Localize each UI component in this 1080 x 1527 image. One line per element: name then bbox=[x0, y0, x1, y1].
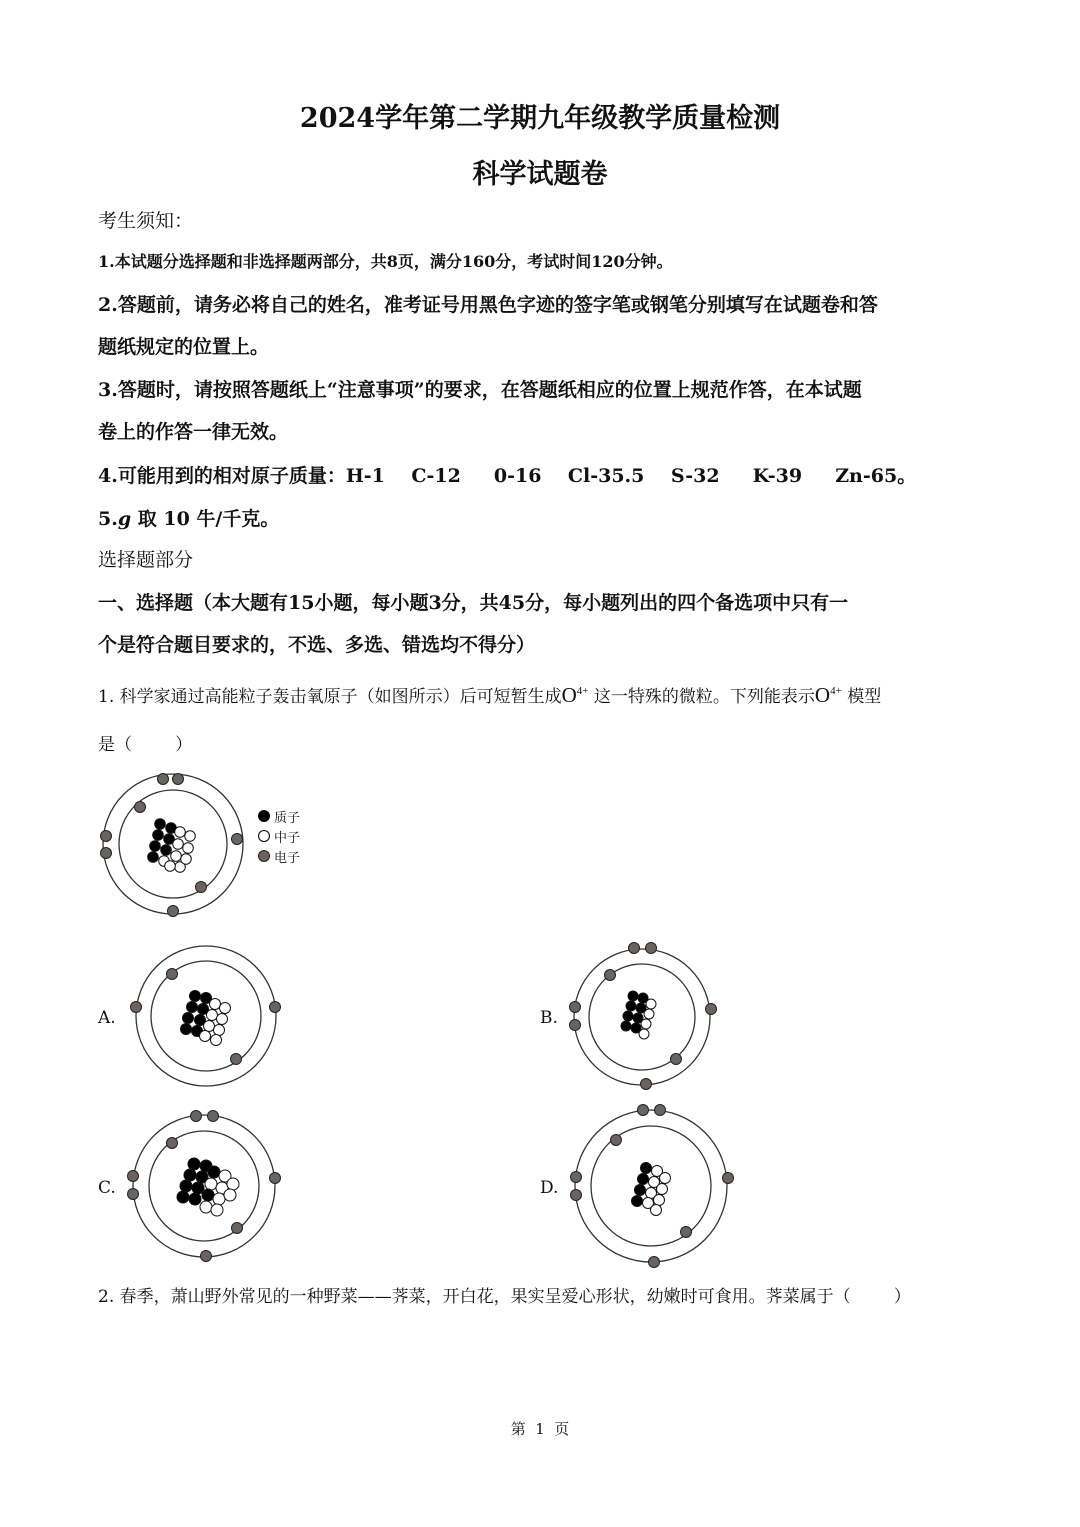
q2-stem: 2. 春季，萧山野外常见的一种野菜——荠菜，开白花，果实呈爱心形状，幼嫩时可食用。荠菜属于（ ） bbox=[98, 1287, 911, 1307]
notice-item-5-rest: 取 10 牛/千克。 bbox=[131, 508, 280, 530]
legend-neutron: 中子 bbox=[258, 826, 300, 846]
notice-item-1: 1.本试题分选择题和非选择题两部分，共8页，满分160分，考试时间120分钟。 bbox=[98, 252, 673, 271]
section-part-label: 选择题部分 bbox=[98, 549, 194, 571]
notice-heading: 考生须知： bbox=[98, 210, 194, 232]
exam-subtitle: 科学试题卷 bbox=[472, 159, 608, 190]
notice-item-5-prefix: 5. bbox=[98, 508, 118, 530]
option-d-label[interactable]: D. bbox=[540, 1178, 559, 1198]
legend-electron: 电子 bbox=[258, 846, 300, 866]
option-c-label[interactable]: C. bbox=[98, 1178, 116, 1198]
proton-icon bbox=[258, 810, 270, 822]
notice-item-4: 4.可能用到的相对原子质量：H-1 C-12 0-16 Cl-35.5 S-32 K-39 Zn-65。 bbox=[98, 465, 917, 487]
q1-text-c: 模型 bbox=[847, 687, 882, 707]
q1-ion-2: $O^{4+}$ bbox=[814, 683, 842, 707]
notice-item-2-line2: 题纸规定的位置上。 bbox=[98, 336, 270, 358]
option-b-diagram[interactable] bbox=[566, 938, 718, 1094]
section-heading-line2: 个是符合题目要求的，不选、多选、错选均不得分） bbox=[98, 634, 536, 656]
section-heading-line1: 一、选择题（本大题有15小题，每小题3分，共45分，每小题列出的四个备选项中只有一 bbox=[98, 592, 849, 614]
notice-item-3-line2: 卷上的作答一律无效。 bbox=[98, 421, 289, 443]
electron-icon bbox=[258, 850, 270, 862]
q1-reference-atom-diagram bbox=[98, 772, 248, 917]
notice-item-5 bbox=[98, 504, 279, 531]
q1-text-a: 1. 科学家通过高能粒子轰击氧原子（如图所示）后可短暂生成 bbox=[98, 687, 562, 707]
exam-title: 2024学年第二学期九年级教学质量检测 bbox=[299, 103, 781, 134]
option-a-label[interactable]: A. bbox=[98, 1008, 116, 1028]
option-a-diagram[interactable] bbox=[130, 944, 282, 1090]
notice-item-3-line1: 3.答题时，请按照答题纸上“注意事项”的要求，在答题纸相应的位置上规范作答，在本试题 bbox=[98, 379, 862, 401]
q1-stem-line2: 是（ ） bbox=[98, 735, 193, 755]
q1-stem-line1 bbox=[98, 682, 881, 708]
neutron-icon bbox=[258, 830, 270, 842]
q1-text-b: 这一特殊的微粒。下列能表示 bbox=[593, 687, 815, 707]
option-c-diagram[interactable] bbox=[124, 1106, 282, 1264]
q1-ion-1: $O^{4+}$ bbox=[561, 683, 589, 707]
page-number: 第 1 页 bbox=[510, 1420, 570, 1438]
notice-item-2-line1: 2.答题前，请务必将自己的姓名，准考证号用黑色字迹的签字笔或钢笔分别填写在试题卷和答 bbox=[98, 294, 878, 316]
legend-proton: 质子 bbox=[258, 806, 300, 826]
option-b-label[interactable]: B. bbox=[540, 1008, 558, 1028]
q1-legend bbox=[258, 806, 300, 866]
notice-item-5-g: g bbox=[117, 508, 132, 530]
option-d-diagram[interactable] bbox=[566, 1102, 736, 1270]
